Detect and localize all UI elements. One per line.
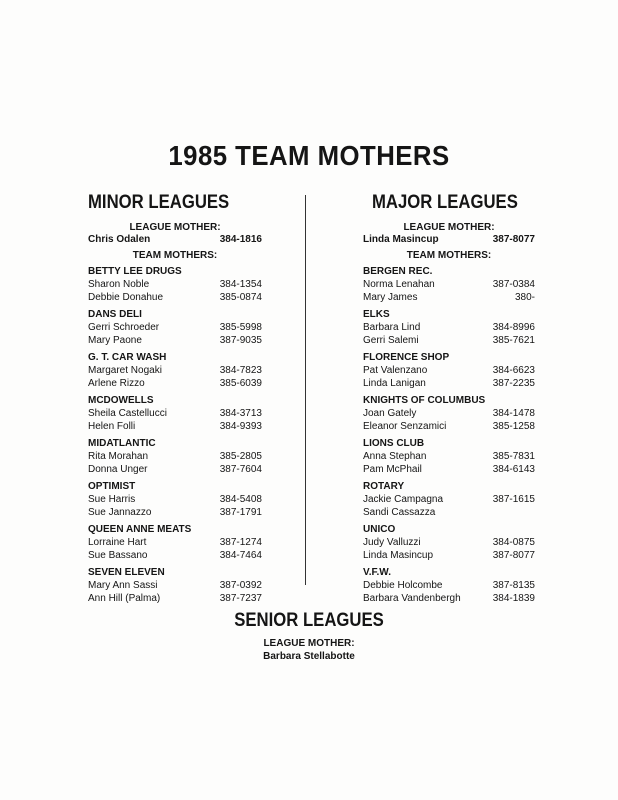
team-mother-row [363,291,535,304]
team-mother-name: Arlene Rizzo [88,378,145,389]
team-block [363,437,535,476]
team-block [88,480,262,519]
team-mother-row [363,579,535,592]
team-mother-row [88,450,262,463]
team-block [88,394,262,433]
senior-league-mother-label: LEAGUE MOTHER: [263,638,355,649]
league-mother-name: Chris Odalen [88,234,151,245]
team-mother-name: Pat Valenzano [363,365,428,376]
team-mother-row [363,450,535,463]
team-mother-row [363,536,535,549]
team-mother-phone: 384-6143 [492,464,535,475]
team-name: BERGEN REC. [363,266,433,277]
team-mother-row [88,506,262,519]
team-block [88,566,262,605]
league-mother-name: Linda Masincup [363,234,439,245]
team-mother-name: Mary Paone [88,335,142,346]
team-mother-phone: 385-6039 [219,378,262,389]
team-mother-name: Gerri Salemi [363,335,419,346]
team-mother-phone: 384-3713 [219,408,262,419]
team-mother-name: Norma Lenahan [363,279,435,290]
team-mother-row [88,377,262,390]
minor-team-mothers-label: TEAM MOTHERS: [132,250,218,261]
team-mother-row [363,506,535,519]
team-mother-phone: 387-1615 [492,494,535,505]
team-mother-row [88,291,262,304]
senior-league-mother-name: Barbara Stellabotte [263,651,355,662]
team-mother-phone: 385-0874 [219,292,262,303]
team-mother-name: Sheila Castellucci [88,408,167,419]
minor-leagues-heading: MINOR LEAGUES [88,192,230,213]
minor-league-mother [88,233,262,246]
team-mother-row [88,579,262,592]
team-mother-name: Donna Unger [88,464,148,475]
team-mother-row [88,278,262,291]
team-mother-phone: 384-1839 [492,593,535,604]
team-name: MIDATLANTIC [88,438,156,449]
major-team-list [363,265,535,605]
league-mother-phone: 384-1816 [219,234,262,245]
team-mother-phone: 387-0392 [219,580,262,591]
team-name: V.F.W. [363,567,391,578]
team-mother-name: Joan Gately [363,408,417,419]
team-name: SEVEN ELEVEN [88,567,165,578]
team-name: KNIGHTS OF COLUMBUS [363,395,486,406]
team-mother-row [363,463,535,476]
team-mother-phone: 387-8077 [492,550,535,561]
team-name: ELKS [363,309,390,320]
team-name: BETTY LEE DRUGS [88,266,182,277]
team-mother-phone: 385-1258 [492,421,535,432]
team-mother-row [88,420,262,433]
team-mother-row [363,592,535,605]
team-block [88,351,262,390]
team-mother-phone: 385-7831 [492,451,535,462]
team-mother-name: Gerri Schroeder [88,322,160,333]
team-name: MCDOWELLS [88,395,154,406]
team-mother-phone: 384-6623 [492,365,535,376]
team-block [363,394,535,433]
team-mother-row [88,364,262,377]
team-mother-name: Linda Lanigan [363,378,426,389]
team-block [88,523,262,562]
team-mother-row [88,334,262,347]
team-name: QUEEN ANNE MEATS [88,524,192,535]
team-mother-name: Sue Jannazzo [88,507,152,518]
team-mother-phone: 387-9035 [219,335,262,346]
team-name: G. T. CAR WASH [88,352,167,363]
team-mother-phone: 384-7464 [219,550,262,561]
league-mother-phone: 387-8077 [492,234,535,245]
team-mother-phone: 384-1354 [219,279,262,290]
team-mother-row [363,278,535,291]
team-mother-name: Debbie Holcombe [363,580,443,591]
team-block [363,566,535,605]
team-mother-row [363,334,535,347]
major-league-mother [363,233,535,246]
team-name: OPTIMIST [88,481,136,492]
team-name: ROTARY [363,481,405,492]
major-leagues-heading: MAJOR LEAGUES [372,192,518,213]
team-mother-phone: 387-2235 [492,378,535,389]
team-mother-phone: 385-7621 [492,335,535,346]
team-mother-phone: 384-0875 [492,537,535,548]
team-mother-phone: 384-7823 [219,365,262,376]
team-mother-name: Linda Masincup [363,550,434,561]
page-title: 1985 TEAM MOTHERS [168,140,450,171]
team-mother-row [88,592,262,605]
column-divider [305,195,306,585]
team-block [88,437,262,476]
team-mother-row [363,364,535,377]
team-mother-row [88,536,262,549]
team-name: LIONS CLUB [363,438,425,449]
team-mother-name: Barbara Lind [363,322,421,333]
team-mother-row [363,549,535,562]
team-mother-row [88,463,262,476]
senior-leagues-heading: SENIOR LEAGUES [234,610,384,631]
team-mother-row [88,493,262,506]
team-block [363,308,535,347]
team-mother-name: Lorraine Hart [88,537,147,548]
team-mother-name: Sue Harris [88,494,136,505]
team-block [363,523,535,562]
team-mother-name: Margaret Nogaki [88,365,162,376]
team-mother-name: Rita Morahan [88,451,149,462]
minor-league-mother-label: LEAGUE MOTHER: [129,222,221,233]
team-name: FLORENCE SHOP [363,352,450,363]
team-mother-name: Pam McPhail [363,464,422,475]
team-block [363,480,535,519]
team-mother-phone: 385-2805 [219,451,262,462]
team-mother-name: Eleanor Senzamici [363,421,447,432]
team-block [88,265,262,304]
senior-leagues-section [0,610,618,662]
team-block [363,351,535,390]
team-mother-phone: 380- [514,292,535,303]
team-mother-phone: 387-0384 [492,279,535,290]
team-mother-phone: 384-1478 [492,408,535,419]
team-mother-phone: 384-8996 [492,322,535,333]
team-name: UNICO [363,524,396,535]
team-mother-phone: 387-8135 [492,580,535,591]
team-name: DANS DELI [88,309,142,320]
team-block [88,308,262,347]
team-mother-name: Sue Bassano [88,550,148,561]
team-mother-name: Anna Stephan [363,451,427,462]
team-mother-row [88,321,262,334]
team-mother-row [363,377,535,390]
major-leagues-section [363,192,535,605]
team-mother-phone: 387-7604 [219,464,262,475]
team-mother-name: Jackie Campagna [363,494,444,505]
team-mother-row [363,420,535,433]
team-mother-name: Sandi Cassazza [363,507,436,518]
team-mother-phone: 384-5408 [219,494,262,505]
team-mother-name: Barbara Vandenbergh [363,593,461,604]
team-mother-name: Mary James [363,292,418,303]
team-mother-name: Mary Ann Sassi [88,580,158,591]
team-mother-name: Judy Valluzzi [363,537,421,548]
team-mother-phone: 385-5998 [219,322,262,333]
team-mother-name: Helen Folli [88,421,136,432]
team-mother-name: Ann Hill (Palma) [88,593,161,604]
team-mother-phone: 387-1791 [219,507,262,518]
team-mother-row [363,321,535,334]
major-team-mothers-label: TEAM MOTHERS: [406,250,492,261]
team-block [363,265,535,304]
team-mother-row [363,493,535,506]
minor-leagues-section [88,192,262,605]
team-mother-row [88,549,262,562]
team-mother-name: Debbie Donahue [88,292,164,303]
minor-team-list [88,265,262,605]
team-mother-row [363,407,535,420]
team-mother-row [88,407,262,420]
major-league-mother-label: LEAGUE MOTHER: [403,222,495,233]
team-mother-phone: 387-7237 [219,593,262,604]
team-mother-phone: 384-9393 [219,421,262,432]
team-mother-phone: 387-1274 [219,537,262,548]
team-mother-name: Sharon Noble [88,279,150,290]
